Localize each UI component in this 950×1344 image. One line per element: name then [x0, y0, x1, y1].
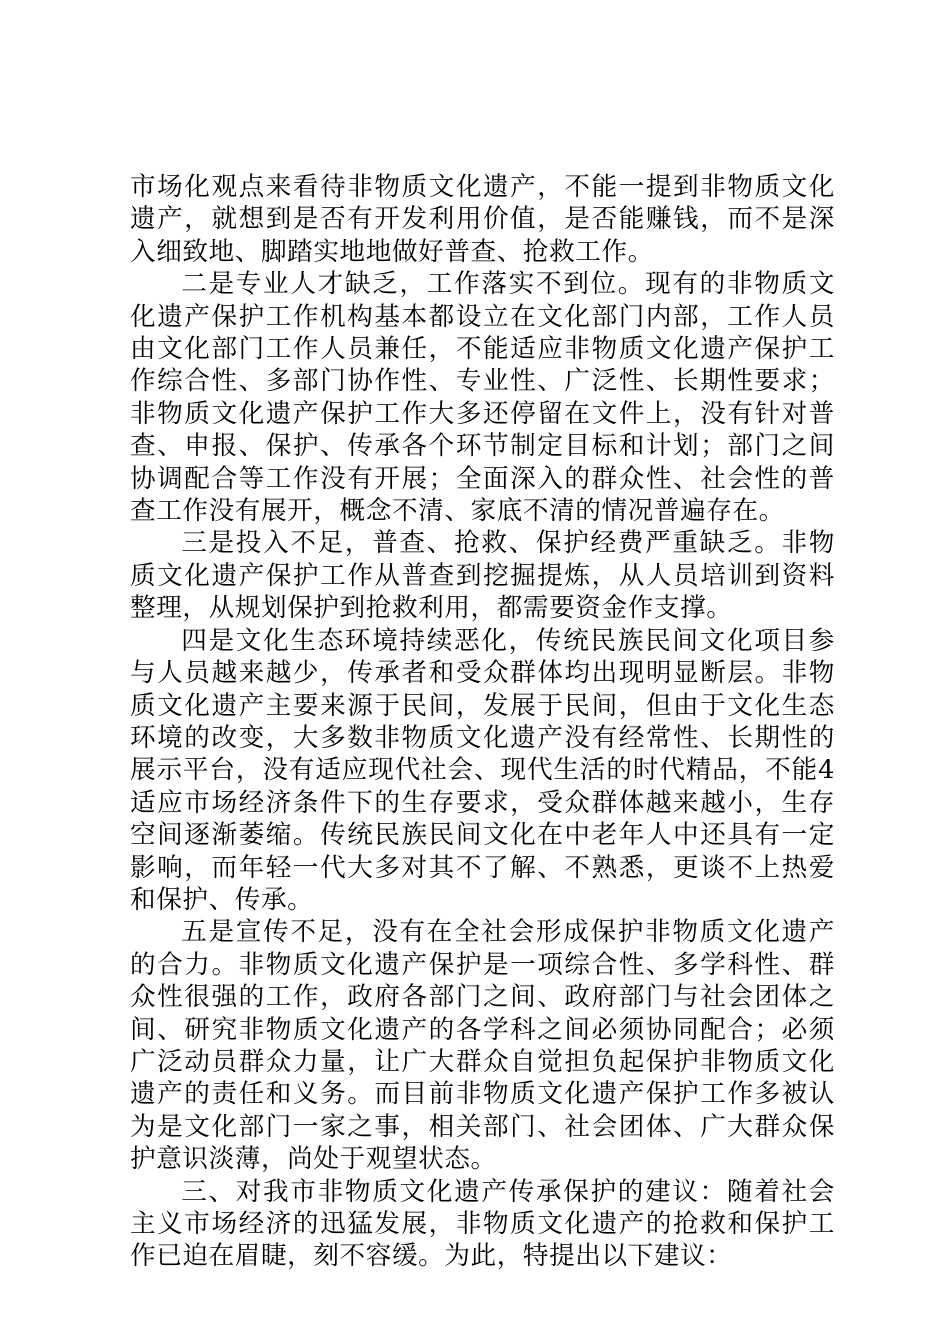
paragraph-publicity-shortage: 五是宣传不足，没有在全社会形成保护非物质文化遗产的合力。非物质文化遗产保护是一项综合性、多学科性、群众性很强的工作，政府各部门之间、政府部门与社会团体之间、研究非物质文化遗产的各学科之间必须协同配合；必须广泛动员群众力量，让广大群众自觉担负起保护非物质文化遗产的责任和义务。而目前非物质文化遗产保护工作多被认为是文化部门一家之事，相关部门、社会团体、广大群众保护意识淡薄，尚处于观望状态。 [130, 917, 835, 1175]
paragraph-talent-shortage: 二是专业人才缺乏，工作落实不到位。现有的非物质文化遗产保护工作机构基本都设立在文化部门内部，工作人员由文化部门工作人员兼任，不能适应非物质文化遗产保护工作综合性、多部门协作性、专业性、广泛性、长期性要求；非物质文化遗产保护工作大多还停留在文件上，没有针对普查、申报、保护、传承各个环节制定目标和计划；部门之间协调配合等工作没有开展；全面深入的群众性、社会性的普查工作没有展开，概念不清、家底不清的情况普遍存在。 [130, 269, 835, 527]
paragraph-funding-shortage: 三是投入不足，普查、抢救、保护经费严重缺乏。非物质文化遗产保护工作从普查到挖掘提炼，从人员培训到资料整理，从规划保护到抢救利用，都需要资金作支撑。 [130, 528, 835, 624]
document-body [130, 171, 835, 1273]
paragraph-continuation: 市场化观点来看待非物质文化遗产，不能一提到非物质文化遗产，就想到是否有开发利用价值，是否能赚钱，而不是深入细致地、脚踏实地地做好普查、抢救工作。 [130, 172, 835, 267]
paragraph-cultural-ecology: 四是文化生态环境持续恶化，传统民族民间文化项目参与人员越来越少，传承者和受众群体均出现明显断层。非物质文化遗产主要来源于民间，发展于民间，但由于文化生态环境的改变，大多数非物质文化遗产没有经常性、长期性的展示平台，没有适应现代社会、现代生活的时代精品，不能4适应市场经济条件下的生存要求，受众群体越来越小，生存空间逐渐萎缩。传统民族民间文化在中老年人中还具有一定影响，而年轻一代大多对其不了解、不熟悉，更谈不上热爱和保护、传承。 [130, 625, 835, 915]
paragraph-suggestions: 三、对我市非物质文化遗产传承保护的建议：随着社会主义市场经济的迅猛发展，非物质文化遗产的抢救和保护工作已迫在眉睫，刻不容缓。为此，特提出以下建议： [130, 1176, 835, 1272]
